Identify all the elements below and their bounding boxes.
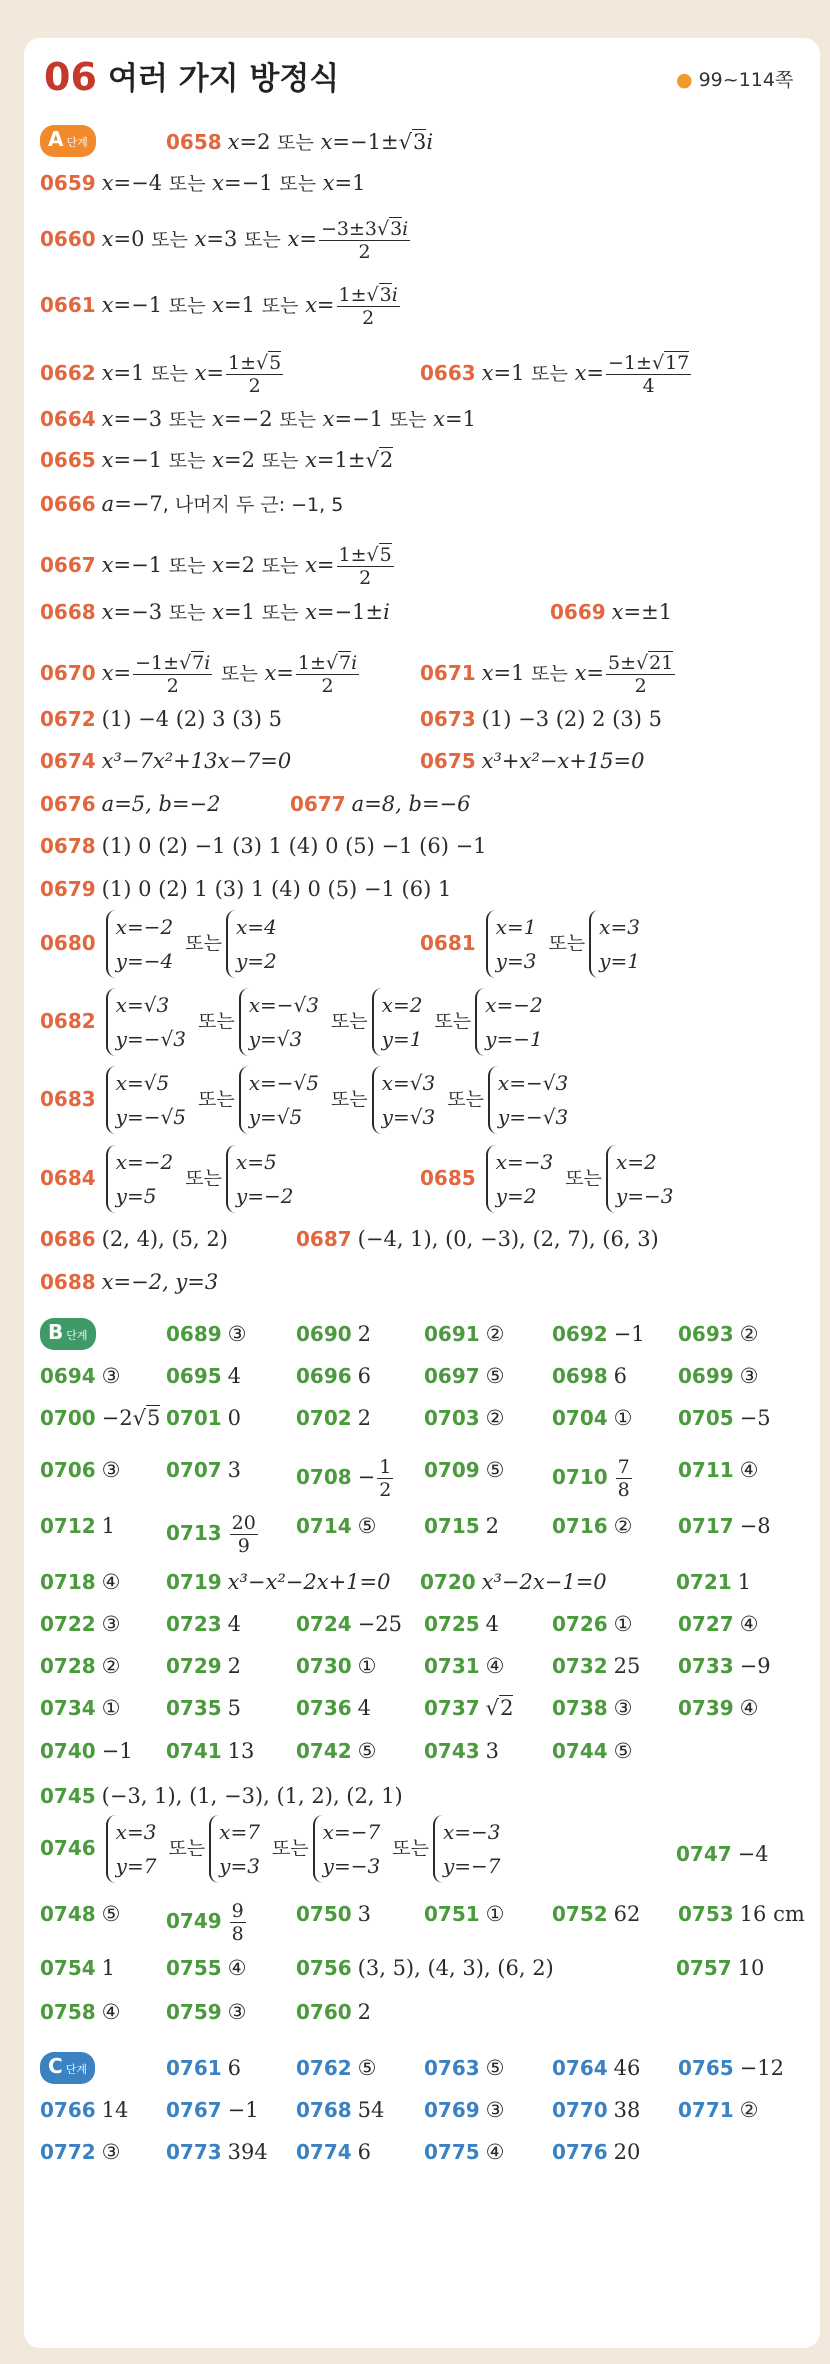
problem-number: 0762 [296,2056,352,2080]
answer-0766 [40,2096,128,2124]
answer-0749 [166,1900,248,1945]
answer-0711 [678,1456,759,1484]
problem-number: 0753 [678,1902,734,1926]
answer-0722 [40,1610,121,1638]
problem-number: 0703 [424,1406,480,1430]
problem-number: 0755 [166,1956,222,1980]
answer-0674: 0674 x³−7x²+13x−7=0 [40,749,292,773]
answer-0666: 0666 a=−7, 나머지 두 근: −1, 5 [40,492,344,516]
answer-0680: 0680 x=−2 y=−4 또는 x=4 y=2 [40,910,289,978]
answer-0751 [424,1900,505,1928]
answer-0688: 0688 x=−2, y=3 [40,1270,219,1294]
answer-value: 1 [737,1570,752,1594]
answer-value: −1 [227,2098,259,2122]
stage-a-badge: A 단계 [40,125,96,157]
answer-0703 [424,1404,505,1432]
answer-0771 [678,2096,759,2124]
problem-number: 0695 [166,1364,222,1388]
answer-value: 13 [227,1739,255,1763]
problem-number: 0694 [40,1364,96,1388]
problem-number: 0697 [424,1364,480,1388]
problem-number: 0751 [424,1902,480,1926]
answer-value: ① [101,1696,121,1720]
answer-0667: 0667 x=−1 또는 x=2 또는 x= $\frac{1\pm√5}{2}$ [40,544,392,589]
answer-0730 [296,1652,377,1680]
answer-0752 [552,1900,640,1928]
answer-0776 [552,2138,640,2166]
answer-0705 [678,1404,771,1432]
problem-number: 0771 [678,2098,734,2122]
answer-0698 [552,1362,627,1390]
answer-0697 [424,1362,505,1390]
problem-number: 0741 [166,1739,222,1763]
answer-value: −1 [101,1739,133,1763]
answer-0694 [40,1362,121,1390]
problem-number: 0715 [424,1514,480,1538]
problem-number: 0725 [424,1612,480,1636]
problem-number: 0719 [166,1570,222,1594]
answer-0767 [166,2096,259,2124]
answer-value: ③ [101,2140,121,2164]
answer-value: ③ [101,1458,121,1482]
answer-0770 [552,2096,640,2124]
answer-0699 [678,1362,759,1390]
problem-number: 0737 [424,1696,480,1720]
answer-value: 3 [357,1902,372,1926]
stage-c-badge: C 단계 [40,2052,95,2084]
answer-0659: 0659 x=−4 또는 x=−1 또는 x=1 [40,171,366,195]
problem-number: 0706 [40,1458,96,1482]
answer-0701 [166,1404,241,1432]
answer-value: 1 [101,1514,116,1538]
answer-0692 [552,1320,645,1348]
problem-number: 0701 [166,1406,222,1430]
answer-value: ② [613,1514,633,1538]
answer-0757 [676,1954,764,1982]
problem-number: 0728 [40,1654,96,1678]
problem-number: 0711 [678,1458,734,1482]
answer-0712 [40,1512,115,1540]
answer-0756 [296,1954,554,1982]
problem-number: 0722 [40,1612,96,1636]
answer-0736 [296,1694,371,1722]
problem-number: 0731 [424,1654,480,1678]
answer-0669: 0669 x=±1 [550,600,673,624]
problem-number: 0776 [552,2140,608,2164]
answer-value: ③ [485,2098,505,2122]
chapter-title: 여러 가지 방정식 [108,61,340,97]
answer-value: ③ [227,2000,247,2024]
problem-number: 0729 [166,1654,222,1678]
answer-0710 [552,1456,634,1501]
answer-value: 4 [227,1364,242,1388]
answer-0702 [296,1404,371,1432]
problem-number: 0775 [424,2140,480,2164]
answer-0755 [166,1954,247,1982]
problem-number: 0744 [552,1739,608,1763]
problem-number: 0720 [420,1570,476,1594]
answer-value: ① [613,1612,633,1636]
answer-0726 [552,1610,633,1638]
answer-0685: 0685 x=−3 y=2 또는 x=2 y=−3 [420,1145,685,1213]
problem-number: 0769 [424,2098,480,2122]
answer-value: (3, 5), (4, 3), (6, 2) [357,1956,554,1980]
answer-0715 [424,1512,499,1540]
answer-value: ⑤ [485,2056,505,2080]
problem-number: 0726 [552,1612,608,1636]
answer-0775 [424,2138,505,2166]
problem-number: 0693 [678,1322,734,1346]
problem-number: 0739 [678,1696,734,1720]
answer-value: 10 [737,1956,765,1980]
problem-number: 0766 [40,2098,96,2122]
problem-number: 0760 [296,2000,352,2024]
stage-b-badge: B 단계 [40,1318,96,1350]
answer-value: 38 [613,2098,641,2122]
answer-0676: 0676 a=5, b=−2 [40,792,221,816]
answer-0681: 0681 x=1 y=3 또는 x=3 y=1 [420,910,652,978]
answer-value: $\frac{7}{8}$ [617,1456,630,1501]
problem-number: 0767 [166,2098,222,2122]
answer-0704 [552,1404,633,1432]
answer-value: ③ [101,1364,121,1388]
answer-0739 [678,1694,759,1722]
answer-value: ② [485,1322,505,1346]
answer-0764 [552,2054,640,2082]
answer-0762 [296,2054,377,2082]
problem-number: 0690 [296,1322,352,1346]
answer-value: ③ [227,1322,247,1346]
problem-number: 0691 [424,1322,480,1346]
answer-0717 [678,1512,771,1540]
answer-0670: 0670 x= $\frac{-1\pm√7i}{2}$ 또는 x= $\frac{1\pm√7i}{2}$ [40,652,358,697]
answer-value: 4 [357,1696,372,1720]
answer-0724 [296,1610,402,1638]
answer-value: 0 [227,1406,242,1430]
answer-0748 [40,1900,121,1928]
answer-0672: 0672 (1) −4 (2) 3 (3) 5 [40,707,282,731]
answer-value: $\frac{20}{9}$ [231,1512,256,1557]
problem-number: 0732 [552,1654,608,1678]
answer-0743 [424,1737,499,1765]
problem-number: 0708 [296,1465,352,1489]
answer-0714 [296,1512,377,1540]
problem-number: 0698 [552,1364,608,1388]
answer-0709 [424,1456,505,1484]
answer-value: ③ [739,1364,759,1388]
answer-value: 3 [485,1739,500,1763]
answer-0719 [166,1568,391,1596]
answer-0716 [552,1512,633,1540]
problem-number: 0712 [40,1514,96,1538]
problem-number: 0757 [676,1956,732,1980]
problem-number: 0707 [166,1458,222,1482]
problem-number: 0748 [40,1902,96,1926]
answer-0742 [296,1737,377,1765]
problem-number: 0689 [166,1322,222,1346]
answer-value: −12 [739,2056,784,2080]
problem-number: 0742 [296,1739,352,1763]
answer-value: ④ [227,1956,247,1980]
problem-number: 0692 [552,1322,608,1346]
problem-number: 0734 [40,1696,96,1720]
answer-value: −25 [357,1612,402,1636]
problem-number: 0765 [678,2056,734,2080]
problem-number: 0714 [296,1514,352,1538]
problem-number: 0710 [552,1465,608,1489]
answer-0744 [552,1737,633,1765]
answer-value: 6 [613,1364,628,1388]
answer-0682: 0682 x=√3 y=−√3 또는 x=−√3 y=√3 또는 x=2 y=1 또는 x=−2 y=−1 [40,988,555,1056]
answer-0718 [40,1568,121,1596]
answer-value: 6 [357,2140,372,2164]
answer-0662: 0662 x=1 또는 x= $\frac{1\pm√5}{2}$ [40,352,282,397]
problem-number: 0716 [552,1514,608,1538]
answer-value: ④ [739,1696,759,1720]
answer-value: ② [739,2098,759,2122]
bullet-icon: ● [676,69,693,91]
answer-0732 [552,1652,640,1680]
answer-value: ④ [739,1458,759,1482]
answer-0678: 0678 (1) 0 (2) −1 (3) 1 (4) 0 (5) −1 (6) −1 [40,834,487,858]
answer-value: ② [739,1322,759,1346]
answer-value: ① [613,1406,633,1430]
answer-0707 [166,1456,241,1484]
answer-0741 [166,1737,254,1765]
answer-0668: 0668 x=−3 또는 x=1 또는 x=−1±i [40,600,390,624]
problem-number: 0770 [552,2098,608,2122]
answer-value: 54 [357,2098,385,2122]
answer-0721 [676,1568,751,1596]
answer-value: √2 [485,1696,514,1720]
answer-0713 [166,1512,260,1557]
answer-0665: 0665 x=−1 또는 x=2 또는 x=1±√2 [40,448,394,472]
answer-value: 14 [101,2098,129,2122]
answer-0700 [40,1404,160,1432]
problem-number: 0713 [166,1521,222,1545]
answer-value: ② [485,1406,505,1430]
answer-value: 2 [357,1322,372,1346]
answer-value: 4 [485,1612,500,1636]
answer-0696 [296,1362,371,1390]
answer-0663: 0663 x=1 또는 x= $\frac{-1\pm√17}{4}$ [420,352,690,397]
problem-number: 0768 [296,2098,352,2122]
answer-value: ⑤ [485,1364,505,1388]
answer-0658: 0658 x=2 또는 x=−1±√3i [166,130,434,154]
answer-0753 [678,1900,805,1928]
answer-value: 2 [227,1654,242,1678]
problem-number: 0735 [166,1696,222,1720]
answer-0769 [424,2096,505,2124]
answer-0706 [40,1456,121,1484]
answer-0765 [678,2054,784,2082]
page-range: ● 99~114쪽 [676,69,794,91]
answer-0772 [40,2138,121,2166]
answer-0683: 0683 x=√5 y=−√5 또는 x=−√5 y=√5 또는 x=√3 y=√3 또는 x=−√3 y=−√3 [40,1066,580,1134]
answer-value: ③ [613,1696,633,1720]
problem-number: 0718 [40,1570,96,1594]
answer-value: 6 [227,2056,242,2080]
answer-value: 394 [227,2140,268,2164]
answer-0664: 0664 x=−3 또는 x=−2 또는 x=−1 또는 x=1 [40,407,476,431]
answer-0740 [40,1737,133,1765]
answer-value: −2√5 [101,1406,161,1430]
answer-0733 [678,1652,771,1680]
answer-value: ① [485,1902,505,1926]
answer-0671: 0671 x=1 또는 x= $\frac{5\pm√21}{2}$ [420,652,674,697]
problem-number: 0764 [552,2056,608,2080]
answer-0673: 0673 (1) −3 (2) 2 (3) 5 [420,707,662,731]
problem-number: 0743 [424,1739,480,1763]
answer-0689 [166,1320,247,1348]
answer-value: 4 [227,1612,242,1636]
answer-0675: 0675 x³+x²−x+15=0 [420,749,645,773]
answer-value: 62 [613,1902,641,1926]
problem-number: 0699 [678,1364,734,1388]
answer-value: ④ [485,1654,505,1678]
problem-number: 0721 [676,1570,732,1594]
answer-0735 [166,1694,241,1722]
answer-value: ⑤ [613,1739,633,1763]
problem-number: 0717 [678,1514,734,1538]
problem-number: 0761 [166,2056,222,2080]
answer-0763 [424,2054,505,2082]
answer-0738 [552,1694,633,1722]
answer-0725 [424,1610,499,1638]
answer-value: ⑤ [485,1458,505,1482]
problem-number: 0723 [166,1612,222,1636]
problem-number: 0759 [166,2000,222,2024]
problem-number: 0772 [40,2140,96,2164]
answer-0774 [296,2138,371,2166]
answer-0684: 0684 x=−2 y=5 또는 x=5 y=−2 [40,1145,305,1213]
answer-0691 [424,1320,505,1348]
answer-0723 [166,1610,241,1638]
answer-0737 [424,1694,513,1722]
problem-number: 0724 [296,1612,352,1636]
problem-number: 0754 [40,1956,96,1980]
problem-number: 0700 [40,1406,96,1430]
answer-value: 2 [357,1406,372,1430]
answer-0760 [296,1998,371,2026]
problem-number: 0738 [552,1696,608,1720]
answer-value: −5 [739,1406,771,1430]
problem-number: 0704 [552,1406,608,1430]
answer-0747: 0747 −4 [676,1842,769,1866]
answer-value: 46 [613,2056,641,2080]
answer-value: ② [101,1654,121,1678]
answer-value: ⑤ [357,1739,377,1763]
answer-0750 [296,1900,371,1928]
answer-0768 [296,2096,384,2124]
answer-value: 1 [101,1956,116,1980]
answer-value: −8 [739,1514,771,1538]
answer-0773 [166,2138,268,2166]
problem-number: 0758 [40,2000,96,2024]
answer-0677: 0677 a=8, b=−6 [290,792,471,816]
answer-0679: 0679 (1) 0 (2) 1 (3) 1 (4) 0 (5) −1 (6) 1 [40,877,452,901]
answer-0695 [166,1362,241,1390]
answer-0727 [678,1610,759,1638]
problem-number: 0702 [296,1406,352,1430]
answer-0745: 0745 (−3, 1), (1, −3), (1, 2), (2, 1) [40,1784,403,1808]
answer-value: x³−x²−2x+1=0 [227,1570,391,1594]
answer-value: ④ [101,2000,121,2024]
answer-0708 [296,1456,395,1501]
answer-value: 25 [613,1654,641,1678]
answer-value: 3 [227,1458,242,1482]
answer-0720 [420,1568,607,1596]
problem-number: 0696 [296,1364,352,1388]
answer-0687: 0687 (−4, 1), (0, −3), (2, 7), (6, 3) [296,1227,659,1251]
answer-0734 [40,1694,121,1722]
answer-value: ⑤ [101,1902,121,1926]
problem-number: 0750 [296,1902,352,1926]
problem-number: 0763 [424,2056,480,2080]
answer-value: ④ [485,2140,505,2164]
answer-0728 [40,1652,121,1680]
answer-0693 [678,1320,759,1348]
answer-value: $\frac{9}{8}$ [231,1900,244,1945]
answer-value: 16 cm [739,1902,805,1926]
answer-value: ⑤ [357,1514,377,1538]
problem-number: 0774 [296,2140,352,2164]
answer-0761 [166,2054,241,2082]
answer-value: ④ [739,1612,759,1636]
chapter-number: 06 [44,55,97,99]
answer-value: −9 [739,1654,771,1678]
answer-0686: 0686 (2, 4), (5, 2) [40,1227,228,1251]
answer-0660: 0660 x=0 또는 x=3 또는 x= $\frac{-3\pm 3√3i}{2}$ [40,218,409,263]
problem-number: 0733 [678,1654,734,1678]
answer-value: ③ [101,1612,121,1636]
answer-value: 2 [485,1514,500,1538]
answer-value: −1 [613,1322,645,1346]
answer-value: ⑤ [357,2056,377,2080]
answer-0754 [40,1954,115,1982]
problem-number: 0740 [40,1739,96,1763]
problem-number: 0727 [678,1612,734,1636]
answer-0758 [40,1998,121,2026]
answer-0731 [424,1652,505,1680]
answer-value: 6 [357,1364,372,1388]
answer-0759 [166,1998,247,2026]
problem-number: 0730 [296,1654,352,1678]
answer-0661: 0661 x=−1 또는 x=1 또는 x= $\frac{1\pm√3i}{2}$ [40,284,398,329]
problem-number: 0752 [552,1902,608,1926]
problem-number: 0736 [296,1696,352,1720]
answer-value: ① [357,1654,377,1678]
answer-value: x³−2x−1=0 [481,1570,607,1594]
problem-number: 0773 [166,2140,222,2164]
answer-0729 [166,1652,241,1680]
problem-number: 0756 [296,1956,352,1980]
answer-value: 5 [227,1696,242,1720]
answer-value: 2 [357,2000,372,2024]
answer-0746: 0746 x=3 y=7 또는 x=7 y=3 또는 x=−7 y=−3 또는 x=−3 y=−7 [40,1815,512,1883]
problem-number: 0709 [424,1458,480,1482]
answer-0690 [296,1320,371,1348]
problem-number: 0705 [678,1406,734,1430]
answer-value: ④ [101,1570,121,1594]
answer-value: − $\frac{1}{2}$ [357,1456,392,1501]
answer-value: 20 [613,2140,641,2164]
problem-number: 0749 [166,1909,222,1933]
